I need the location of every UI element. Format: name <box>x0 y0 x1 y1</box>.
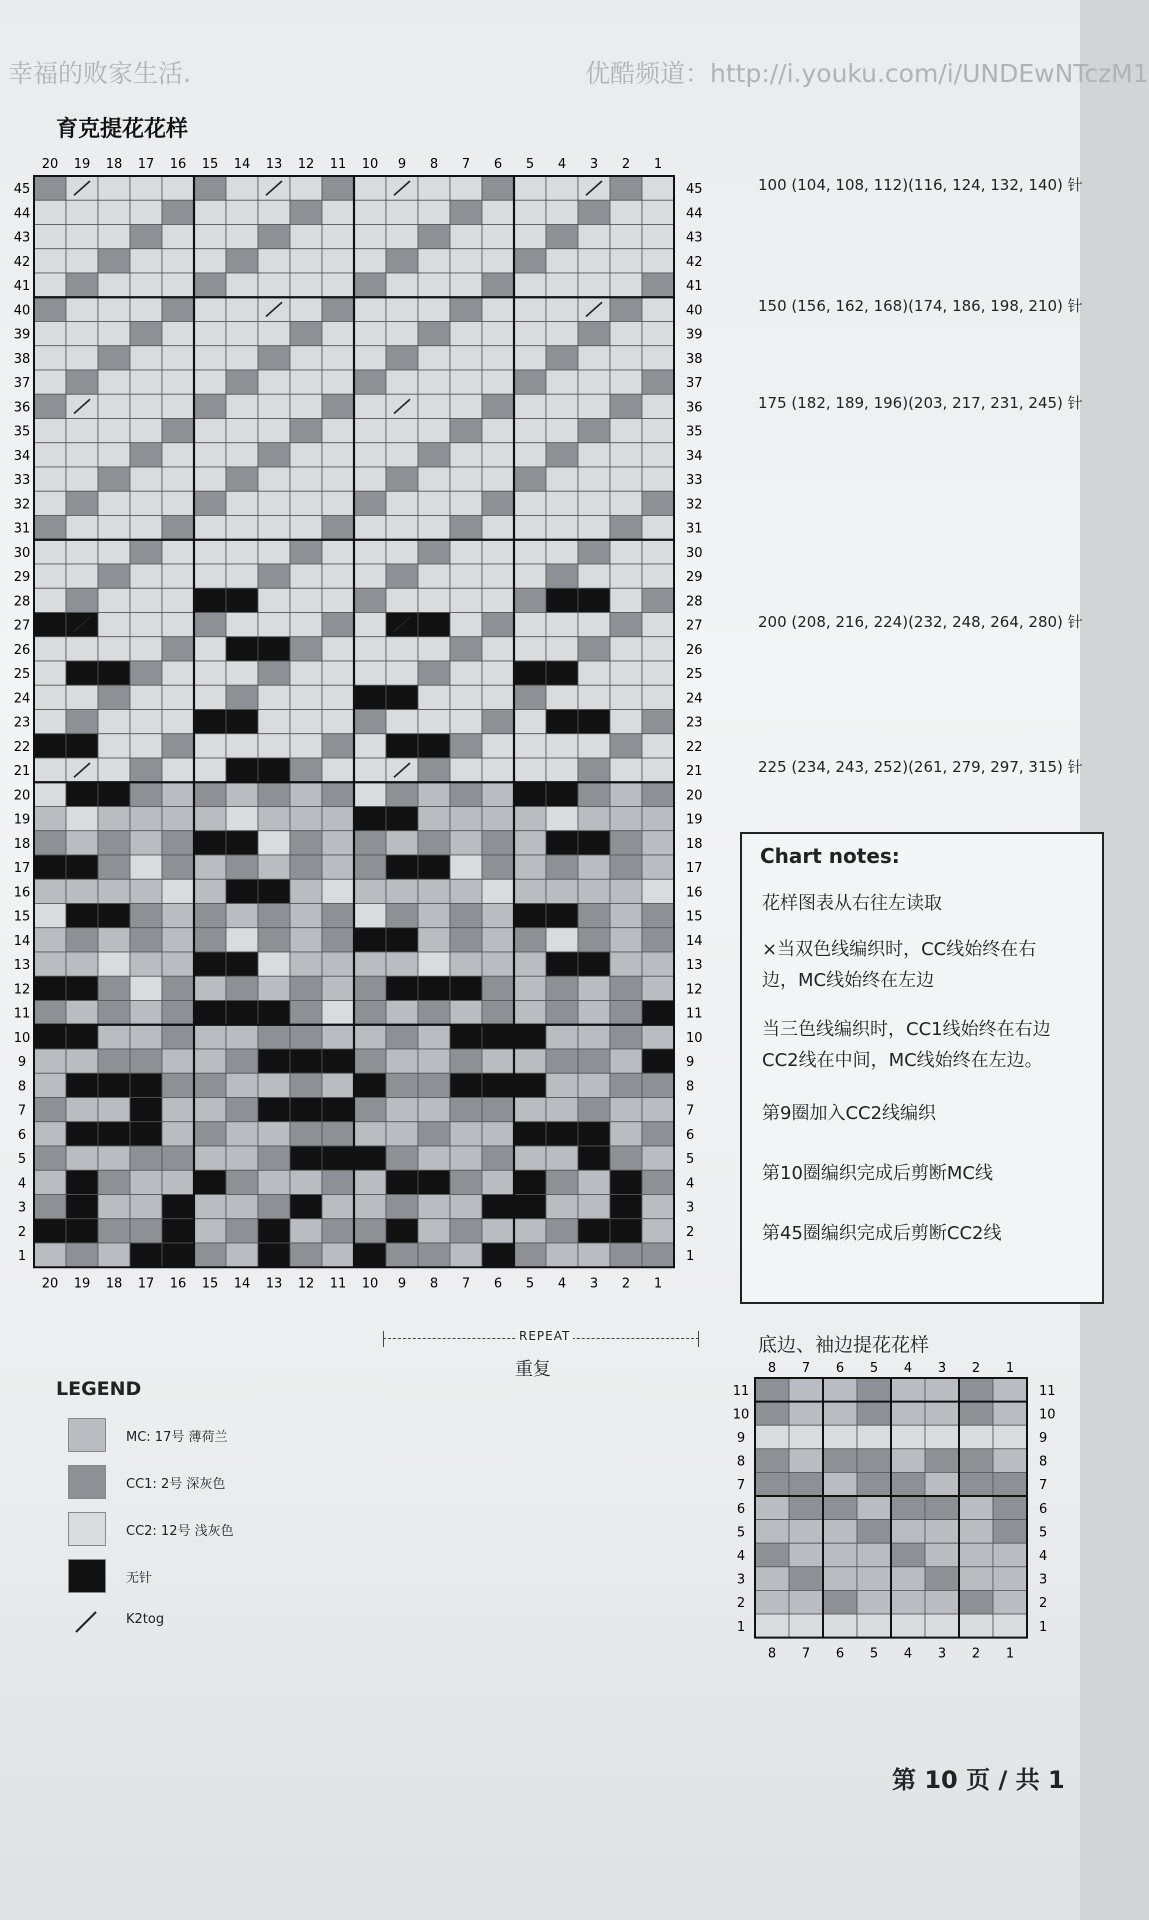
row-number-left: 9 <box>17 1055 27 1071</box>
row-number-left: 32 <box>13 497 31 513</box>
hem-row-number-right: 10 <box>1039 1407 1056 1423</box>
column-number-top: 15 <box>201 157 219 172</box>
column-number-top: 3 <box>589 157 599 172</box>
row-number-right: 23 <box>686 715 703 731</box>
row-number-left: 8 <box>17 1079 27 1095</box>
row-number-right: 8 <box>686 1079 695 1095</box>
hem-chart-cell <box>789 1402 823 1426</box>
row-number-right: 10 <box>686 1030 703 1046</box>
column-number-bottom: 11 <box>329 1276 347 1292</box>
column-number-bottom: 15 <box>201 1276 219 1292</box>
column-number-bottom: 3 <box>589 1276 599 1292</box>
column-number-top: 9 <box>397 157 407 172</box>
hem-row-number-left: 6 <box>736 1501 746 1517</box>
row-number-right: 22 <box>686 739 703 755</box>
row-number-right: 6 <box>686 1127 695 1143</box>
hem-chart-cell <box>823 1567 857 1591</box>
hem-chart-cell <box>823 1496 857 1520</box>
hem-chart-cell <box>857 1449 891 1473</box>
column-number-bottom: 6 <box>493 1276 503 1292</box>
column-number-top: 1 <box>653 157 663 172</box>
hem-chart-cell <box>959 1496 993 1520</box>
row-number-right: 16 <box>686 885 703 901</box>
hem-row-number-right: 3 <box>1039 1572 1048 1588</box>
row-number-right: 35 <box>686 424 703 440</box>
hem-chart-cell <box>857 1520 891 1544</box>
hem-chart-cell <box>789 1543 823 1567</box>
hem-chart-cell <box>959 1449 993 1473</box>
hem-chart-cell <box>755 1449 789 1473</box>
hem-chart-cell <box>755 1590 789 1614</box>
column-number-bottom: 4 <box>557 1276 567 1292</box>
watermark-left: 幸福的败家生活. <box>8 59 191 88</box>
row-number-right: 20 <box>686 788 703 804</box>
row-number-right: 3 <box>686 1200 695 1216</box>
hem-row-number-right: 6 <box>1039 1501 1048 1517</box>
row-number-left: 39 <box>13 327 31 343</box>
row-number-right: 34 <box>686 448 703 464</box>
hem-chart-cell <box>823 1472 857 1496</box>
hem-chart-cell <box>857 1378 891 1402</box>
row-number-right: 27 <box>686 618 703 634</box>
column-number-top: 2 <box>621 157 631 172</box>
column-number-top: 20 <box>41 157 59 172</box>
hem-chart-cell <box>891 1425 925 1449</box>
row-number-right: 37 <box>686 376 703 392</box>
hem-column-number-top: 3 <box>937 1361 947 1376</box>
hem-chart-cell <box>857 1567 891 1591</box>
hem-chart-cell <box>823 1378 857 1402</box>
row-number-left: 5 <box>17 1152 27 1168</box>
legend-heading: LEGEND <box>56 1378 142 1400</box>
row-number-left: 29 <box>13 570 31 586</box>
hem-chart-cell <box>789 1496 823 1520</box>
hem-chart-cell <box>857 1590 891 1614</box>
column-number-bottom: 5 <box>525 1276 535 1292</box>
hem-chart-cell <box>755 1543 789 1567</box>
hem-chart-cell <box>823 1520 857 1544</box>
row-number-left: 42 <box>13 254 31 270</box>
hem-chart-cell <box>857 1496 891 1520</box>
legend-label: 无针 <box>126 1571 153 1586</box>
column-number-top: 5 <box>525 157 535 172</box>
column-number-top: 7 <box>461 157 471 172</box>
column-number-bottom: 7 <box>461 1276 471 1292</box>
hem-chart-cell <box>925 1590 959 1614</box>
row-number-right: 1 <box>686 1249 695 1265</box>
row-number-left: 20 <box>13 788 31 804</box>
hem-row-number-left: 2 <box>736 1596 746 1612</box>
hem-chart-cell <box>925 1402 959 1426</box>
hem-row-number-right: 4 <box>1039 1549 1048 1564</box>
note-line: 当三色线编织时，CC1线始终在右边 CC2线在中间，MC线始终在左边。 <box>762 1019 1051 1071</box>
note-line: 第9圈加入CC2线编织 <box>762 1103 937 1124</box>
row-number-left: 3 <box>17 1200 27 1216</box>
hem-row-number-left: 5 <box>736 1525 746 1541</box>
hem-row-number-left: 10 <box>732 1407 750 1423</box>
hem-chart-cell <box>959 1543 993 1567</box>
column-number-top: 14 <box>233 157 251 172</box>
row-number-right: 21 <box>686 764 703 780</box>
legend-label: MC: 17号 薄荷兰 <box>126 1430 228 1445</box>
hem-column-number-bottom: 2 <box>971 1646 981 1662</box>
row-number-left: 15 <box>13 909 31 925</box>
hem-column-number-top: 1 <box>1005 1361 1015 1376</box>
hem-chart-cell <box>857 1402 891 1426</box>
row-number-left: 1 <box>17 1249 27 1265</box>
stitch-count: 200 (208, 216, 224)(232, 248, 264, 280) 针 <box>758 612 1083 631</box>
row-number-left: 30 <box>13 545 31 561</box>
column-number-top: 13 <box>265 157 283 172</box>
hem-chart-cell <box>959 1520 993 1544</box>
row-number-left: 4 <box>17 1176 27 1192</box>
repeat-label-cn: 重复 <box>515 1359 551 1380</box>
hem-row-number-right: 7 <box>1039 1478 1048 1494</box>
hem-chart-cell <box>993 1567 1027 1591</box>
row-number-right: 41 <box>686 279 703 295</box>
row-number-right: 36 <box>686 400 703 416</box>
row-number-left: 6 <box>17 1127 27 1143</box>
row-number-left: 41 <box>13 279 31 295</box>
hem-chart-cell <box>891 1590 925 1614</box>
hem-chart-cell <box>959 1614 993 1638</box>
hem-row-number-left: 1 <box>736 1619 746 1635</box>
column-number-top: 8 <box>429 157 439 172</box>
column-number-bottom: 19 <box>73 1276 91 1292</box>
hem-chart-cell <box>925 1520 959 1544</box>
hem-chart-cell <box>823 1425 857 1449</box>
hem-row-number-right: 11 <box>1039 1383 1056 1399</box>
hem-chart-cell <box>959 1590 993 1614</box>
column-number-bottom: 12 <box>297 1276 315 1292</box>
hem-chart-cell <box>789 1449 823 1473</box>
hem-chart-cell <box>925 1425 959 1449</box>
hem-chart-cell <box>959 1378 993 1402</box>
hem-chart-cell <box>925 1472 959 1496</box>
column-number-bottom: 14 <box>233 1276 251 1292</box>
hem-chart-cell <box>925 1449 959 1473</box>
row-number-right: 38 <box>686 351 703 367</box>
hem-chart-cell <box>993 1449 1027 1473</box>
row-number-right: 25 <box>686 667 703 683</box>
hem-chart-cell <box>993 1402 1027 1426</box>
note-line: 第45圈编织完成后剪断CC2线 <box>762 1223 1002 1244</box>
hem-column-number-bottom: 5 <box>869 1646 879 1662</box>
row-number-left: 33 <box>13 473 31 489</box>
column-number-bottom: 17 <box>137 1276 155 1292</box>
hem-chart-cell <box>755 1378 789 1402</box>
hem-column-number-top: 5 <box>869 1361 879 1376</box>
row-number-left: 43 <box>13 230 31 246</box>
stitch-count: 150 (156, 162, 168)(174, 186, 198, 210) 针 <box>758 297 1083 316</box>
column-number-top: 6 <box>493 157 503 172</box>
column-number-top: 19 <box>73 157 91 172</box>
hem-row-number-left: 7 <box>736 1478 746 1494</box>
hem-column-number-bottom: 1 <box>1005 1646 1015 1662</box>
row-number-left: 27 <box>13 618 31 634</box>
hem-chart-cell <box>755 1567 789 1591</box>
row-number-right: 5 <box>686 1152 695 1168</box>
hem-column-number-top: 7 <box>801 1361 811 1376</box>
hem-chart-cell <box>789 1425 823 1449</box>
column-number-top: 12 <box>297 157 315 172</box>
hem-chart-cell <box>925 1543 959 1567</box>
row-number-right: 29 <box>686 570 703 586</box>
row-number-left: 13 <box>13 958 31 974</box>
row-number-left: 2 <box>17 1224 27 1240</box>
hem-row-number-left: 9 <box>736 1431 746 1446</box>
hem-chart-cell <box>789 1614 823 1638</box>
row-number-left: 21 <box>13 764 31 780</box>
hem-chart-cell <box>993 1543 1027 1567</box>
hem-column-number-top: 2 <box>971 1361 981 1376</box>
row-number-left: 40 <box>13 303 31 319</box>
row-number-right: 39 <box>686 327 703 343</box>
hem-chart-cell <box>959 1472 993 1496</box>
row-number-right: 30 <box>686 545 703 561</box>
hem-chart-cell <box>755 1520 789 1544</box>
hem-chart-cell <box>891 1449 925 1473</box>
hem-chart-cell <box>789 1378 823 1402</box>
hem-chart-cell <box>891 1496 925 1520</box>
hem-chart-cell <box>993 1614 1027 1638</box>
row-number-left: 12 <box>13 982 31 998</box>
column-number-bottom: 20 <box>41 1276 59 1292</box>
hem-chart-cell <box>857 1472 891 1496</box>
hem-chart-cell <box>823 1614 857 1638</box>
row-number-right: 14 <box>686 933 703 949</box>
hem-chart-cell <box>789 1520 823 1544</box>
note-line: 花样图表从右往左读取 <box>762 893 942 914</box>
stitch-count: 175 (182, 189, 196)(203, 217, 231, 245) 针 <box>758 394 1083 413</box>
hem-column-number-bottom: 3 <box>937 1646 947 1662</box>
repeat-label: REPEAT <box>516 1329 573 1343</box>
hem-chart-cell <box>755 1614 789 1638</box>
hem-chart-cell <box>891 1520 925 1544</box>
hem-chart-cell <box>755 1425 789 1449</box>
row-number-right: 9 <box>686 1055 695 1071</box>
hem-chart-cell <box>789 1590 823 1614</box>
row-number-right: 26 <box>686 642 703 658</box>
row-number-right: 19 <box>686 812 703 828</box>
hem-chart-cell <box>857 1614 891 1638</box>
hem-chart-cell <box>891 1402 925 1426</box>
note-line: 第10圈编织完成后剪断MC线 <box>762 1163 994 1184</box>
hem-chart-cell <box>891 1472 925 1496</box>
legend-label: CC2: 12号 浅灰色 <box>126 1524 234 1539</box>
row-number-right: 15 <box>686 909 703 925</box>
row-number-left: 24 <box>13 691 31 707</box>
row-number-left: 34 <box>13 448 31 464</box>
row-number-right: 28 <box>686 594 703 610</box>
row-number-left: 38 <box>13 351 31 367</box>
column-number-bottom: 8 <box>429 1276 439 1292</box>
hem-chart-cell <box>993 1378 1027 1402</box>
row-number-left: 35 <box>13 424 31 440</box>
row-number-left: 36 <box>13 400 31 416</box>
column-number-top: 18 <box>105 157 123 172</box>
column-number-bottom: 16 <box>169 1276 187 1292</box>
row-number-left: 37 <box>13 376 31 392</box>
hem-chart-cell <box>993 1496 1027 1520</box>
row-number-left: 18 <box>13 836 31 852</box>
hem-chart-cell <box>755 1402 789 1426</box>
column-number-top: 17 <box>137 157 155 172</box>
row-number-right: 32 <box>686 497 703 513</box>
row-number-left: 28 <box>13 594 31 610</box>
hem-chart-cell <box>959 1425 993 1449</box>
row-number-right: 7 <box>686 1103 695 1119</box>
hem-chart-cell <box>857 1425 891 1449</box>
column-number-top: 4 <box>557 157 567 172</box>
legend-label: K2tog <box>126 1612 165 1627</box>
row-number-left: 10 <box>13 1030 31 1046</box>
hem-column-number-top: 6 <box>835 1361 845 1376</box>
column-number-bottom: 10 <box>361 1276 379 1292</box>
row-number-right: 2 <box>686 1224 695 1240</box>
hem-column-number-bottom: 7 <box>801 1646 811 1662</box>
note-line: ×当双色线编织时，CC线始终在右 边，MC线始终在左边 <box>762 939 1037 991</box>
row-number-right: 4 <box>686 1176 695 1192</box>
hem-row-number-right: 1 <box>1039 1619 1048 1635</box>
hem-chart-cell <box>891 1378 925 1402</box>
yoke-chart-title: 育克提花花样 <box>56 117 189 142</box>
row-number-left: 14 <box>13 933 31 949</box>
row-number-right: 13 <box>686 958 703 974</box>
legend-label: CC1: 2号 深灰色 <box>126 1477 226 1492</box>
hem-chart-cell <box>755 1472 789 1496</box>
page-number: 第 10 页 / 共 1 <box>892 1766 1065 1794</box>
row-number-left: 45 <box>13 182 31 198</box>
hem-row-number-right: 9 <box>1039 1431 1048 1446</box>
hem-chart-title: 底边、袖边提花花样 <box>758 1334 930 1356</box>
column-number-bottom: 2 <box>621 1276 631 1292</box>
stitch-count: 100 (104, 108, 112)(116, 124, 132, 140) 针 <box>758 176 1083 194</box>
row-number-left: 11 <box>13 1006 31 1022</box>
column-number-bottom: 13 <box>265 1276 283 1292</box>
hem-chart-cell <box>823 1543 857 1567</box>
watermark-right: 优酷频道：http://i.youku.com/i/UNDEwNTczM1 <box>585 59 1149 88</box>
hem-chart-cell <box>925 1567 959 1591</box>
hem-chart-cell <box>789 1567 823 1591</box>
row-number-left: 17 <box>13 861 31 877</box>
hem-chart-cell <box>925 1496 959 1520</box>
row-number-left: 26 <box>13 642 31 658</box>
stitch-count: 225 (234, 243, 252)(261, 279, 297, 315) 针 <box>758 758 1083 776</box>
hem-chart-cell <box>993 1472 1027 1496</box>
hem-column-number-bottom: 4 <box>903 1646 913 1662</box>
column-number-bottom: 1 <box>653 1276 663 1292</box>
hem-chart-cell <box>857 1543 891 1567</box>
row-number-left: 16 <box>13 885 31 901</box>
hem-chart-cell <box>755 1496 789 1520</box>
hem-chart-cell <box>993 1520 1027 1544</box>
row-number-right: 43 <box>686 230 703 246</box>
hem-chart-cell <box>993 1425 1027 1449</box>
row-number-right: 33 <box>686 473 703 489</box>
row-number-right: 18 <box>686 836 703 852</box>
column-number-bottom: 9 <box>397 1276 407 1292</box>
hem-row-number-right: 8 <box>1039 1454 1048 1470</box>
hem-chart-cell <box>823 1449 857 1473</box>
hem-chart-cell <box>925 1378 959 1402</box>
hem-chart-cell <box>959 1567 993 1591</box>
column-number-top: 11 <box>329 157 347 172</box>
hem-row-number-right: 5 <box>1039 1525 1048 1541</box>
chart-notes-heading: Chart notes: <box>760 844 900 868</box>
row-number-right: 12 <box>686 982 703 998</box>
row-number-left: 22 <box>13 739 31 755</box>
hem-row-number-left: 11 <box>732 1383 750 1399</box>
row-number-left: 31 <box>13 521 31 537</box>
hem-row-number-right: 2 <box>1039 1596 1048 1612</box>
row-number-left: 44 <box>13 206 31 222</box>
hem-chart-cell <box>891 1614 925 1638</box>
row-number-left: 23 <box>13 715 31 731</box>
hem-chart-cell <box>891 1567 925 1591</box>
row-number-left: 19 <box>13 812 31 828</box>
row-number-right: 42 <box>686 254 703 270</box>
column-number-top: 16 <box>169 157 187 172</box>
column-number-bottom: 18 <box>105 1276 123 1292</box>
hem-column-number-top: 4 <box>903 1361 913 1376</box>
hem-chart-cell <box>823 1590 857 1614</box>
hem-column-number-bottom: 8 <box>767 1646 777 1662</box>
row-number-right: 31 <box>686 521 703 537</box>
row-number-right: 24 <box>686 691 703 707</box>
row-number-right: 17 <box>686 861 703 877</box>
hem-chart-cell <box>993 1590 1027 1614</box>
hem-chart-cell <box>789 1472 823 1496</box>
hem-column-number-bottom: 6 <box>835 1646 845 1662</box>
hem-row-number-left: 4 <box>736 1549 746 1564</box>
row-number-right: 11 <box>686 1006 703 1022</box>
hem-chart-cell <box>891 1543 925 1567</box>
row-number-left: 7 <box>17 1103 27 1119</box>
column-number-top: 10 <box>361 157 379 172</box>
row-number-left: 25 <box>13 667 31 683</box>
row-number-right: 45 <box>686 182 703 198</box>
hem-chart-cell <box>823 1402 857 1426</box>
hem-chart-cell <box>925 1614 959 1638</box>
hem-row-number-left: 3 <box>736 1572 746 1588</box>
row-number-right: 44 <box>686 206 703 222</box>
hem-chart-cell <box>959 1402 993 1426</box>
hem-row-number-left: 8 <box>736 1454 746 1470</box>
hem-column-number-top: 8 <box>767 1361 777 1376</box>
row-number-right: 40 <box>686 303 703 319</box>
